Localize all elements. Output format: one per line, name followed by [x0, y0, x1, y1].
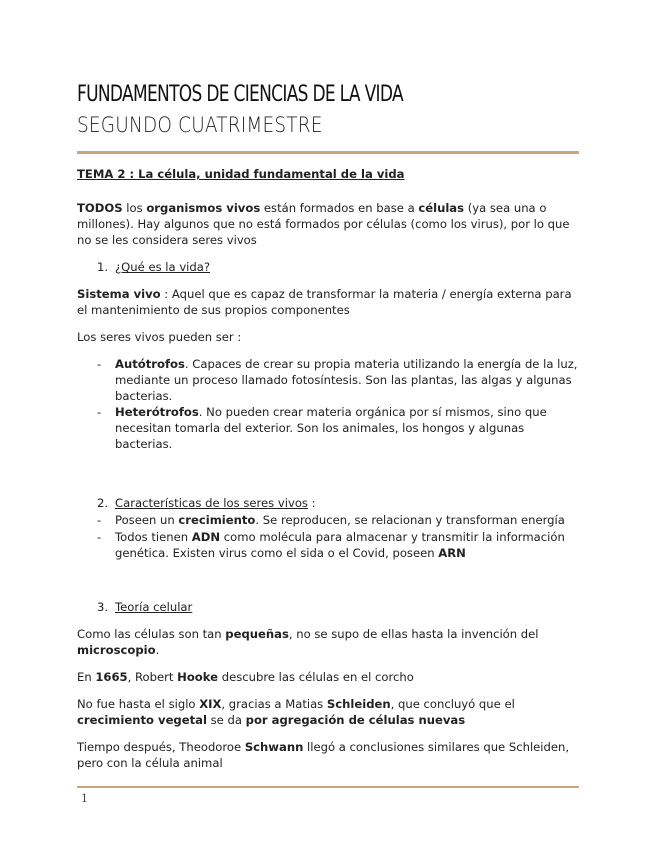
cell-theory-paragraph-2: En 1665, Robert Hooke descubre las células en el corcho — [77, 670, 414, 684]
living-system-definition: Sistema vivo : Aquel que es capaz de transformar la materia / energía externa para el mantenimiento de sus propios componentes — [77, 287, 572, 317]
footer-divider — [77, 786, 579, 788]
list-item-growth: - Poseen un crecimiento. Se reproducen, se relacionan y transforman energía — [97, 513, 565, 527]
living-types-intro: Los seres vivos pueden ser : — [77, 330, 242, 344]
intro-paragraph: TODOS los organismos vivos están formados en base a células (ya sea una o millones). Hay algunos que no está formados por células (como los virus), por lo que no se les considera seres vivos — [77, 201, 570, 247]
section-1-heading: 1. ¿Qué es la vida? — [97, 260, 211, 274]
section-3-heading: 3. Teoría celular — [97, 600, 193, 614]
document-body — [77, 166, 579, 771]
page-number: 1 — [81, 792, 88, 805]
topic-heading: TEMA 2 : La célula, unidad fundamental de la vida — [77, 167, 405, 181]
document-subtitle: SEGUNDO CUATRIMESTRE — [77, 113, 323, 137]
cell-theory-paragraph-3: No fue hasta el siglo XIX, gracias a Matias Schleiden, que concluyó que el crecimiento vegetal se da por agregación de células nuevas — [77, 697, 515, 727]
list-item-heterotrophs: - Heterótrofos. No pueden crear materia orgánica por sí mismos, sino que necesitan tomarla del exterior. Son los animales, los hongos y algunas bacterias. — [97, 405, 547, 451]
cell-theory-paragraph-1: Como las células son tan pequeñas, no se supo de ellas hasta la invención del microscopio. — [77, 627, 539, 657]
list-item-dna: - Todos tienen ADN como molécula para almacenar y transmitir la información genética. Existen virus como el sida o el Covid, poseen ARN — [97, 530, 565, 560]
section-2-heading: 2. Características de los seres vivos : — [97, 496, 316, 510]
cell-theory-paragraph-4: Tiempo después, Theodoroe Schwann llegó a conclusiones similares que Schleiden, pero con la célula animal — [77, 740, 570, 770]
list-item-autotrophs: - Autótrofos. Capaces de crear su propia materia utilizando la energía de la luz, mediante un proceso llamado fotosíntesis. Son las plantas, las algas y algunas bacterias. — [97, 357, 578, 403]
header-divider — [77, 151, 579, 154]
title-block — [77, 80, 456, 140]
document-title: FUNDAMENTOS DE CIENCIAS DE LA VIDA — [77, 82, 403, 107]
